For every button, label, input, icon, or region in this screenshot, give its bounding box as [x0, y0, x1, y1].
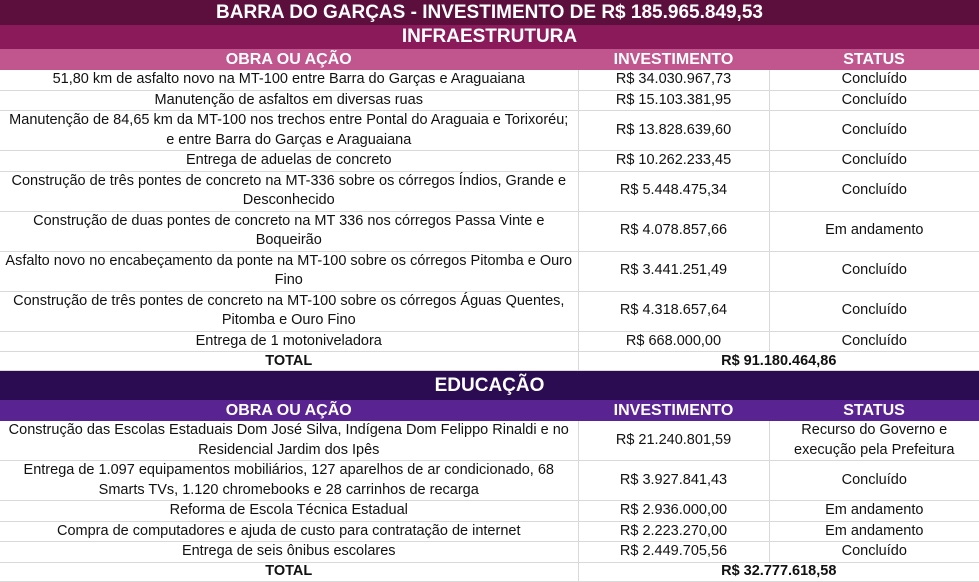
status-cell: Recurso do Governo e execução pela Prefeitura	[769, 421, 979, 461]
table-row	[0, 211, 979, 251]
obra-cell: Construção de duas pontes de concreto na MT 336 nos córregos Passa Vinte e Boqueirão	[0, 211, 578, 251]
header-row-educacao	[0, 400, 979, 421]
obra-cell: Entrega de aduelas de concreto	[0, 151, 578, 172]
investimento-cell: R$ 3.441.251,49	[578, 251, 769, 291]
investimento-cell: R$ 4.318.657,64	[578, 291, 769, 331]
investimento-cell: R$ 2.223.270,00	[578, 521, 769, 542]
table-row	[0, 111, 979, 151]
status-cell: Concluído	[769, 291, 979, 331]
investimento-cell: R$ 2.936.000,00	[578, 501, 769, 522]
investimento-cell: R$ 15.103.381,95	[578, 90, 769, 111]
page-title: BARRA DO GARÇAS - INVESTIMENTO DE R$ 185.965.849,53	[0, 0, 979, 25]
status-cell: Concluído	[769, 70, 979, 90]
obra-cell: 51,80 km de asfalto novo na MT-100 entre Barra do Garças e Araguaiana	[0, 70, 578, 90]
status-cell: Concluído	[769, 171, 979, 211]
status-cell: Concluído	[769, 461, 979, 501]
status-cell: Em andamento	[769, 521, 979, 542]
obra-cell: Entrega de 1.097 equipamentos mobiliários, 127 aparelhos de ar condicionado, 68 Smarts TVs, 1.120 chromebooks e 28 carrinhos de recarga	[0, 461, 578, 501]
obra-cell: Manutenção de 84,65 km da MT-100 nos trechos entre Pontal do Araguaia e Torixoréu; e entre Barra do Garças e Araguaiana	[0, 111, 578, 151]
obra-cell: Compra de computadores e ajuda de custo para contratação de internet	[0, 521, 578, 542]
total-label: TOTAL	[0, 352, 578, 371]
total-row-educacao	[0, 562, 979, 581]
obra-cell: Entrega de seis ônibus escolares	[0, 542, 578, 563]
status-cell: Concluído	[769, 151, 979, 172]
obra-cell: Asfalto novo no encabeçamento da ponte na MT-100 sobre os córregos Pitomba e Ouro Fino	[0, 251, 578, 291]
column-header-status: STATUS	[769, 49, 979, 70]
header-row-infraestrutura	[0, 49, 979, 70]
table-row	[0, 151, 979, 172]
table-row	[0, 501, 979, 522]
column-header-investimento: INVESTIMENTO	[578, 49, 769, 70]
investimento-cell: R$ 21.240.801,59	[578, 421, 769, 461]
table-row	[0, 331, 979, 352]
investimento-cell: R$ 668.000,00	[578, 331, 769, 352]
status-cell: Em andamento	[769, 211, 979, 251]
table-row	[0, 291, 979, 331]
obra-cell: Manutenção de asfaltos em diversas ruas	[0, 90, 578, 111]
column-header-obra: OBRA OU AÇÃO	[0, 400, 578, 421]
investimento-cell: R$ 4.078.857,66	[578, 211, 769, 251]
obra-cell: Construção de três pontes de concreto na MT-100 sobre os córregos Águas Quentes, Pitomba e Ouro Fino	[0, 291, 578, 331]
total-value-infraestrutura: R$ 91.180.464,86	[578, 352, 979, 371]
table-row	[0, 251, 979, 291]
status-cell: Concluído	[769, 251, 979, 291]
column-header-investimento: INVESTIMENTO	[578, 400, 769, 421]
status-cell: Concluído	[769, 331, 979, 352]
investimento-cell: R$ 5.448.475,34	[578, 171, 769, 211]
investimento-cell: R$ 3.927.841,43	[578, 461, 769, 501]
table-row	[0, 521, 979, 542]
table-row	[0, 461, 979, 501]
obra-cell: Construção de três pontes de concreto na MT-336 sobre os córregos Índios, Grande e Desconhecido	[0, 171, 578, 211]
total-value-educacao: R$ 32.777.618,58	[578, 562, 979, 581]
status-cell: Concluído	[769, 111, 979, 151]
investimento-cell: R$ 10.262.233,45	[578, 151, 769, 172]
investimento-cell: R$ 34.030.967,73	[578, 70, 769, 90]
total-label: TOTAL	[0, 562, 578, 581]
obra-cell: Construção das Escolas Estaduais Dom José Silva, Indígena Dom Felippo Rinaldi e no Residencial Jardim dos Ipês	[0, 421, 578, 461]
table-row	[0, 421, 979, 461]
status-cell: Concluído	[769, 542, 979, 563]
section-title-infraestrutura: INFRAESTRUTURA	[0, 25, 979, 49]
column-header-obra: OBRA OU AÇÃO	[0, 49, 578, 70]
obra-cell: Reforma de Escola Técnica Estadual	[0, 501, 578, 522]
status-cell: Em andamento	[769, 501, 979, 522]
section-title-educacao: EDUCAÇÃO	[0, 371, 979, 401]
status-cell: Concluído	[769, 90, 979, 111]
investimento-cell: R$ 2.449.705,56	[578, 542, 769, 563]
obra-cell: Entrega de 1 motoniveladora	[0, 331, 578, 352]
column-header-status: STATUS	[769, 400, 979, 421]
table-row	[0, 542, 979, 563]
table-row	[0, 70, 979, 90]
total-row-infraestrutura	[0, 352, 979, 371]
table-row	[0, 90, 979, 111]
investimento-cell: R$ 13.828.639,60	[578, 111, 769, 151]
table-row	[0, 171, 979, 211]
